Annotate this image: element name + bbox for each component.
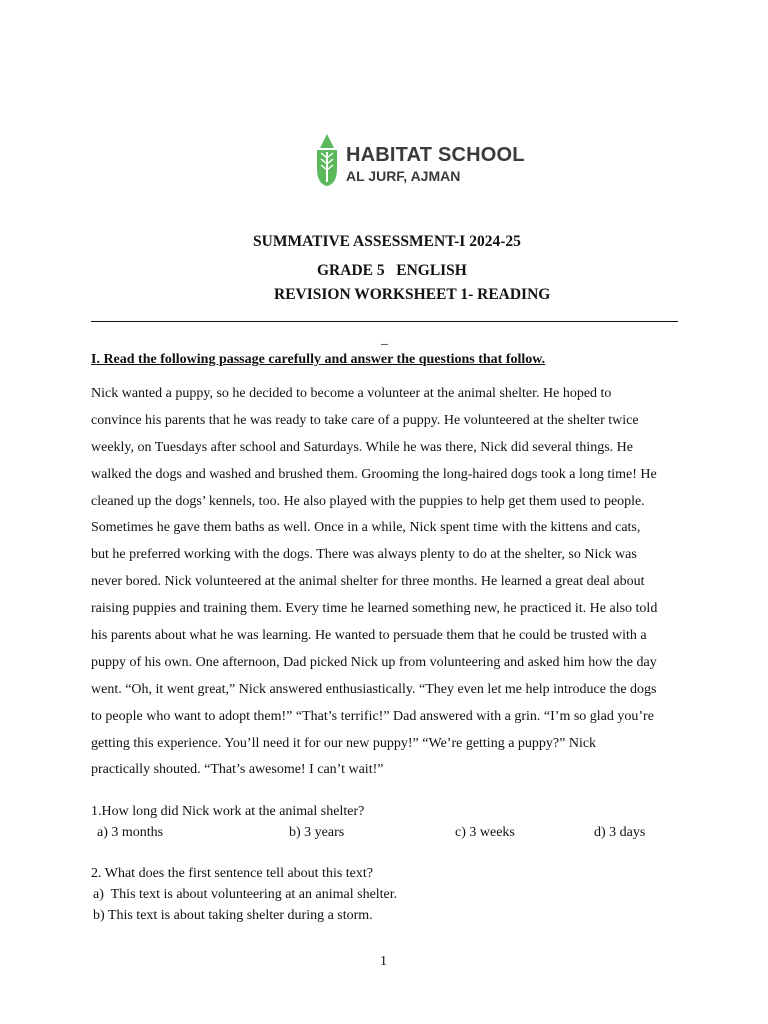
question-1: 1.How long did Nick work at the animal shelter? <box>91 804 365 819</box>
passage-line: cleaned up the dogs’ kennels, too. He also played with the puppies to help get them used to people. <box>91 493 645 509</box>
q1-option-b: b) 3 years <box>289 825 345 840</box>
grade-subject: GRADE 5 ENGLISH <box>317 262 467 279</box>
passage-line: but he preferred working with the dogs. There was always plenty to do at the shelter, so Nick was <box>91 547 637 563</box>
passage-line: weekly, on Tuesdays after school and Saturdays. While he was there, Nick did several things. He <box>91 439 633 455</box>
passage-line: to people who want to adopt them!” “That’s terrific!” Dad answered with a grin. “I’m so glad you’re <box>91 708 654 724</box>
q1-option-a: a) 3 months <box>97 825 164 840</box>
passage-line: convince his parents that he was ready to take care of a puppy. He volunteered at the shelter twice <box>91 412 639 428</box>
divider-dash: _ <box>381 332 388 347</box>
section-instruction: I. Read the following passage carefully and answer the questions that follow. <box>91 352 546 367</box>
school-location: AL JURF, AJMAN <box>346 168 461 184</box>
divider-line <box>91 321 678 322</box>
q1-option-c: c) 3 weeks <box>455 825 515 840</box>
passage-line: puppy of his own. One afternoon, Dad picked Nick up from volunteering and asked him how the day <box>91 654 657 670</box>
question-2: 2. What does the first sentence tell about this text? <box>91 866 373 881</box>
assessment-title: SUMMATIVE ASSESSMENT-I 2024-25 <box>253 233 521 250</box>
passage-line: Sometimes he gave them baths as well. Once in a while, Nick spent time with the kittens and cats, <box>91 520 641 536</box>
q1-option-d: d) 3 days <box>594 825 646 840</box>
passage-line: Nick wanted a puppy, so he decided to become a volunteer at the animal shelter. He hoped to <box>91 386 612 401</box>
passage-line: walked the dogs and washed and brushed them. Grooming the long-haired dogs took a long time! He <box>91 466 657 482</box>
passage-line: went. “Oh, it went great,” Nick answered enthusiastically. “They even let me help introduce the dogs <box>91 681 657 697</box>
passage-line: getting this experience. You’ll need it for our new puppy!” “We’re getting a puppy?” Nick <box>91 735 597 751</box>
page-number: 1 <box>380 954 387 969</box>
q2-option-a: a) This text is about volunteering at an animal shelter. <box>93 887 398 902</box>
school-name: HABITAT SCHOOL <box>346 144 525 166</box>
passage-line: raising puppies and training them. Every time he learned something new, he practiced it. He also told <box>91 601 658 617</box>
passage-line: never bored. Nick volunteered at the animal shelter for three months. He learned a great deal about <box>91 574 645 590</box>
passage-line: practically shouted. “That’s awesome! I can’t wait!” <box>91 762 384 778</box>
passage-line: his parents about what he was learning. He wanted to persuade them that he could be trusted with a <box>91 628 647 644</box>
worksheet-title: REVISION WORKSHEET 1- READING <box>274 286 551 303</box>
reading-passage <box>91 381 711 784</box>
school-logo-icon <box>312 132 342 188</box>
q2-option-b: b) This text is about taking shelter during a storm. <box>93 908 373 923</box>
